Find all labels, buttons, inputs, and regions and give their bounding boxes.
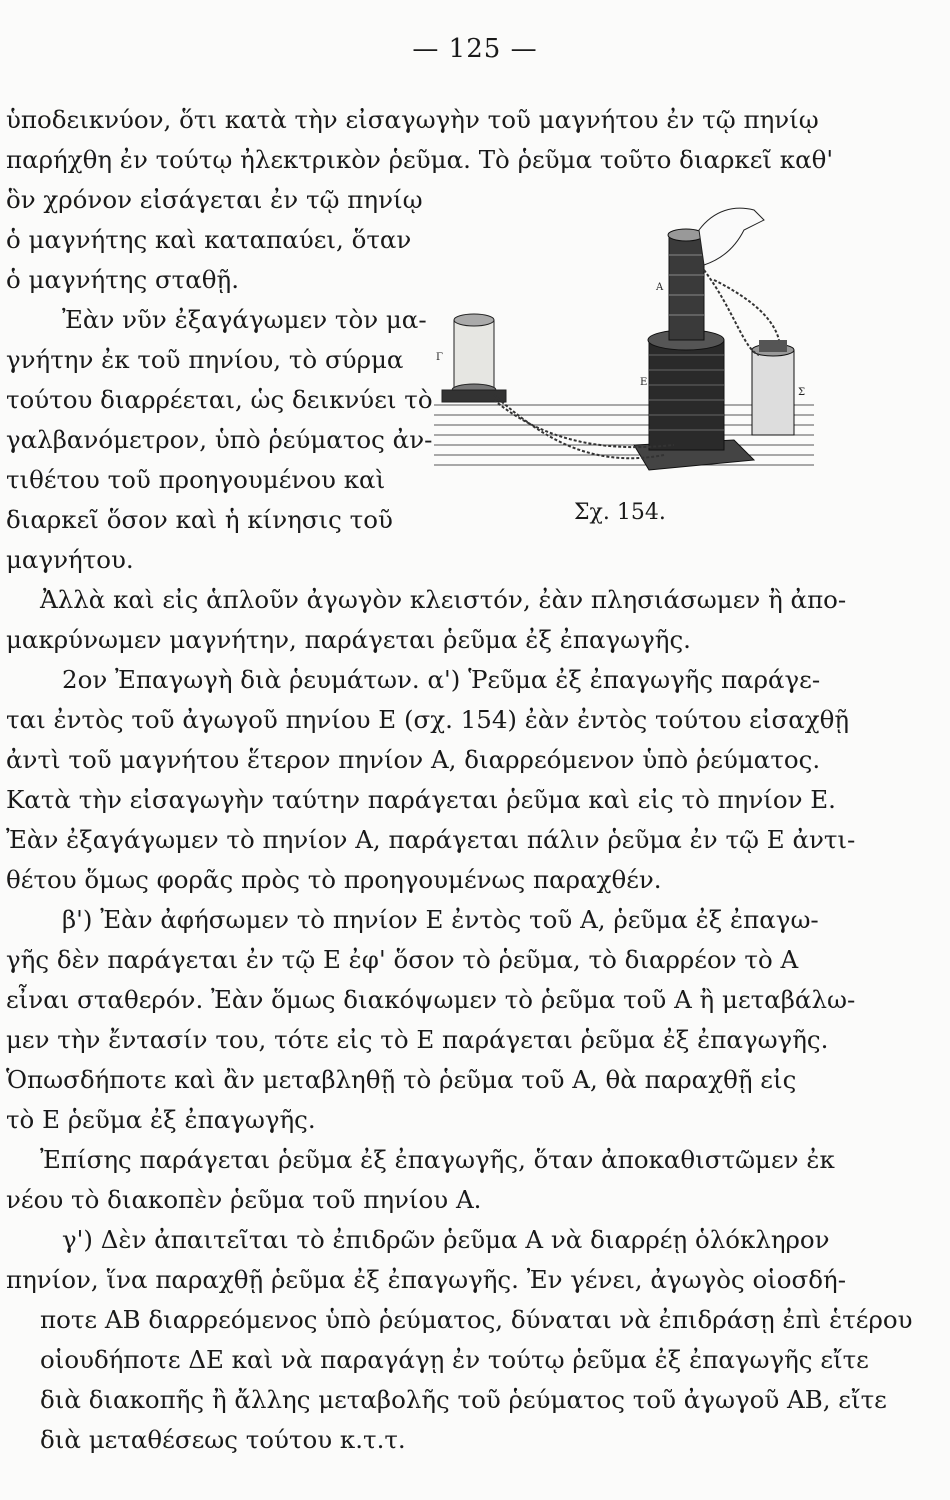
label-E: Ε <box>640 377 648 388</box>
text-line: διὰ διακοπῆς ἢ ἄλλης μεταβολῆς τοῦ ῥεύματος τοῦ ἀγωγοῦ ΑΒ, εἴτε <box>40 1385 887 1414</box>
galvanometer <box>442 314 506 402</box>
text-line: θέτου ὅμως φορᾶς πρὸς τὸ προηγουμένως παραχθέν. <box>6 865 662 894</box>
text-line: παρήχθη ἐν τούτῳ ἠλεκτρικὸν ῥεῦμα. Τὸ ῥεῦμα τοῦτο διαρκεῖ καθ' <box>6 145 834 174</box>
text-line: β') Ἐὰν ἀφήσωμεν τὸ πηνίον Ε ἐντὸς τοῦ Α, ῥεῦμα ἐξ ἐπαγω- <box>62 905 819 934</box>
text-line: γ') Δὲν ἀπαιτεῖται τὸ ἐπιδρῶν ῥεῦμα Α νὰ διαρρέῃ ὁλόκληρον <box>62 1225 830 1254</box>
text-line: μαγνήτου. <box>6 545 134 574</box>
text-line: ποτε ΑΒ διαρρεόμενος ὑπὸ ῥεύματος, δύναται νὰ ἐπιδράσῃ ἐπὶ ἑτέρου <box>40 1305 913 1334</box>
text-line: ὁ μαγνήτης καὶ καταπαύει, ὅταν <box>6 225 412 254</box>
text-line: τούτου διαρρέεται, ὡς δεικνύει τὸ <box>6 385 433 414</box>
label-S: Σ <box>798 387 806 398</box>
text-line: Ὁπωσδήποτε καὶ ἂν μεταβληθῇ τὸ ῥεῦμα τοῦ Α, θὰ παραχθῇ εἰς <box>6 1065 797 1094</box>
text-line: τὸ Ε ῥεῦμα ἐξ ἐπαγωγῆς. <box>6 1105 316 1134</box>
text-line: Ἐπίσης παράγεται ῥεῦμα ἐξ ἐπαγωγῆς, ὅταν ἀποκαθιστῶμεν ἐκ <box>40 1145 835 1174</box>
text-line: τιθέτου τοῦ προηγουμένου καὶ <box>6 465 386 494</box>
coil-E <box>648 330 724 450</box>
text-line: νέου τὸ διακοπὲν ῥεῦμα τοῦ πηνίου Α. <box>6 1185 482 1214</box>
coil-A <box>668 229 704 340</box>
label-G: Γ <box>436 352 443 363</box>
text-line: ὑποδεικνύον, ὅτι κατὰ τὴν εἰσαγωγὴν τοῦ μαγνήτου ἐν τῷ πηνίῳ <box>6 105 819 134</box>
text-line: μακρύνωμεν μαγνήτην, παράγεται ῥεῦμα ἐξ ἐπαγωγῆς. <box>6 625 691 654</box>
label-A: Α <box>656 282 664 293</box>
text-line: ὁ μαγνήτης σταθῇ. <box>6 265 240 294</box>
text-line: Ἐὰν ἐξαγάγωμεν τὸ πηνίον Α, παράγεται πάλιν ῥεῦμα ἐν τῷ Ε ἀντι- <box>6 825 856 854</box>
induction-apparatus-figure <box>434 190 814 495</box>
text-line: Ἀλλὰ καὶ εἰς ἁπλοῦν ἀγωγὸν κλειστόν, ἐὰν πλησιάσωμεν ἢ ἀπο- <box>40 585 847 614</box>
text-line: ἀντὶ τοῦ μαγνήτου ἕτερον πηνίον Α, διαρρεόμενον ὑπὸ ῥεύματος. <box>6 745 821 774</box>
figure-caption: Σχ. 154. <box>574 500 666 525</box>
text-line: γαλβανόμετρον, ὑπὸ ῥεύματος ἀν- <box>6 425 433 454</box>
text-line: διαρκεῖ ὅσον καὶ ἡ κίνησις τοῦ <box>6 505 393 534</box>
text-line: γῆς δὲν παράγεται ἐν τῷ Ε ἐφ' ὅσον τὸ ῥεῦμα, τὸ διαρρέον τὸ Α <box>6 945 799 974</box>
text-line: εἶναι σταθερόν. Ἐὰν ὅμως διακόψωμεν τὸ ῥεῦμα τοῦ Α ἢ μεταβάλω- <box>6 985 856 1014</box>
text-line: διὰ μεταθέσεως τούτου κ.τ.τ. <box>40 1425 406 1454</box>
text-line: πηνίον, ἵνα παραχθῇ ῥεῦμα ἐξ ἐπαγωγῆς. Ἐν γένει, ἀγωγὸς οἱοσδή- <box>6 1265 846 1294</box>
text-line: Κατὰ τὴν εἰσαγωγὴν ταύτην παράγεται ῥεῦμα καὶ εἰς τὸ πηνίον Ε. <box>6 785 836 814</box>
text-line: ὃν χρόνον εἰσάγεται ἐν τῷ πηνίῳ <box>6 185 423 214</box>
text-line: Ἐὰν νῦν ἐξαγάγωμεν τὸν μα- <box>62 305 427 334</box>
page-number: — 125 — <box>412 34 538 64</box>
text-line: ται ἐντὸς τοῦ ἀγωγοῦ πηνίου Ε (σχ. 154) ἐὰν ἐντὸς τούτου εἰσαχθῇ <box>6 705 850 734</box>
text-line: οἱουδήποτε ΔΕ καὶ νὰ παραγάγῃ ἐν τούτῳ ῥεῦμα ἐξ ἐπαγωγῆς εἴτε <box>40 1345 869 1374</box>
text-line: γνήτην ἐκ τοῦ πηνίου, τὸ σύρμα <box>6 345 404 374</box>
text-line: μεν τὴν ἔντασίν του, τότε εἰς τὸ Ε παράγεται ῥεῦμα ἐξ ἐπαγωγῆς. <box>6 1025 829 1054</box>
text-line: 2ον Ἐπαγωγὴ διὰ ῥευμάτων. α') Ῥεῦμα ἐξ ἐπαγωγῆς παράγε- <box>62 665 821 694</box>
